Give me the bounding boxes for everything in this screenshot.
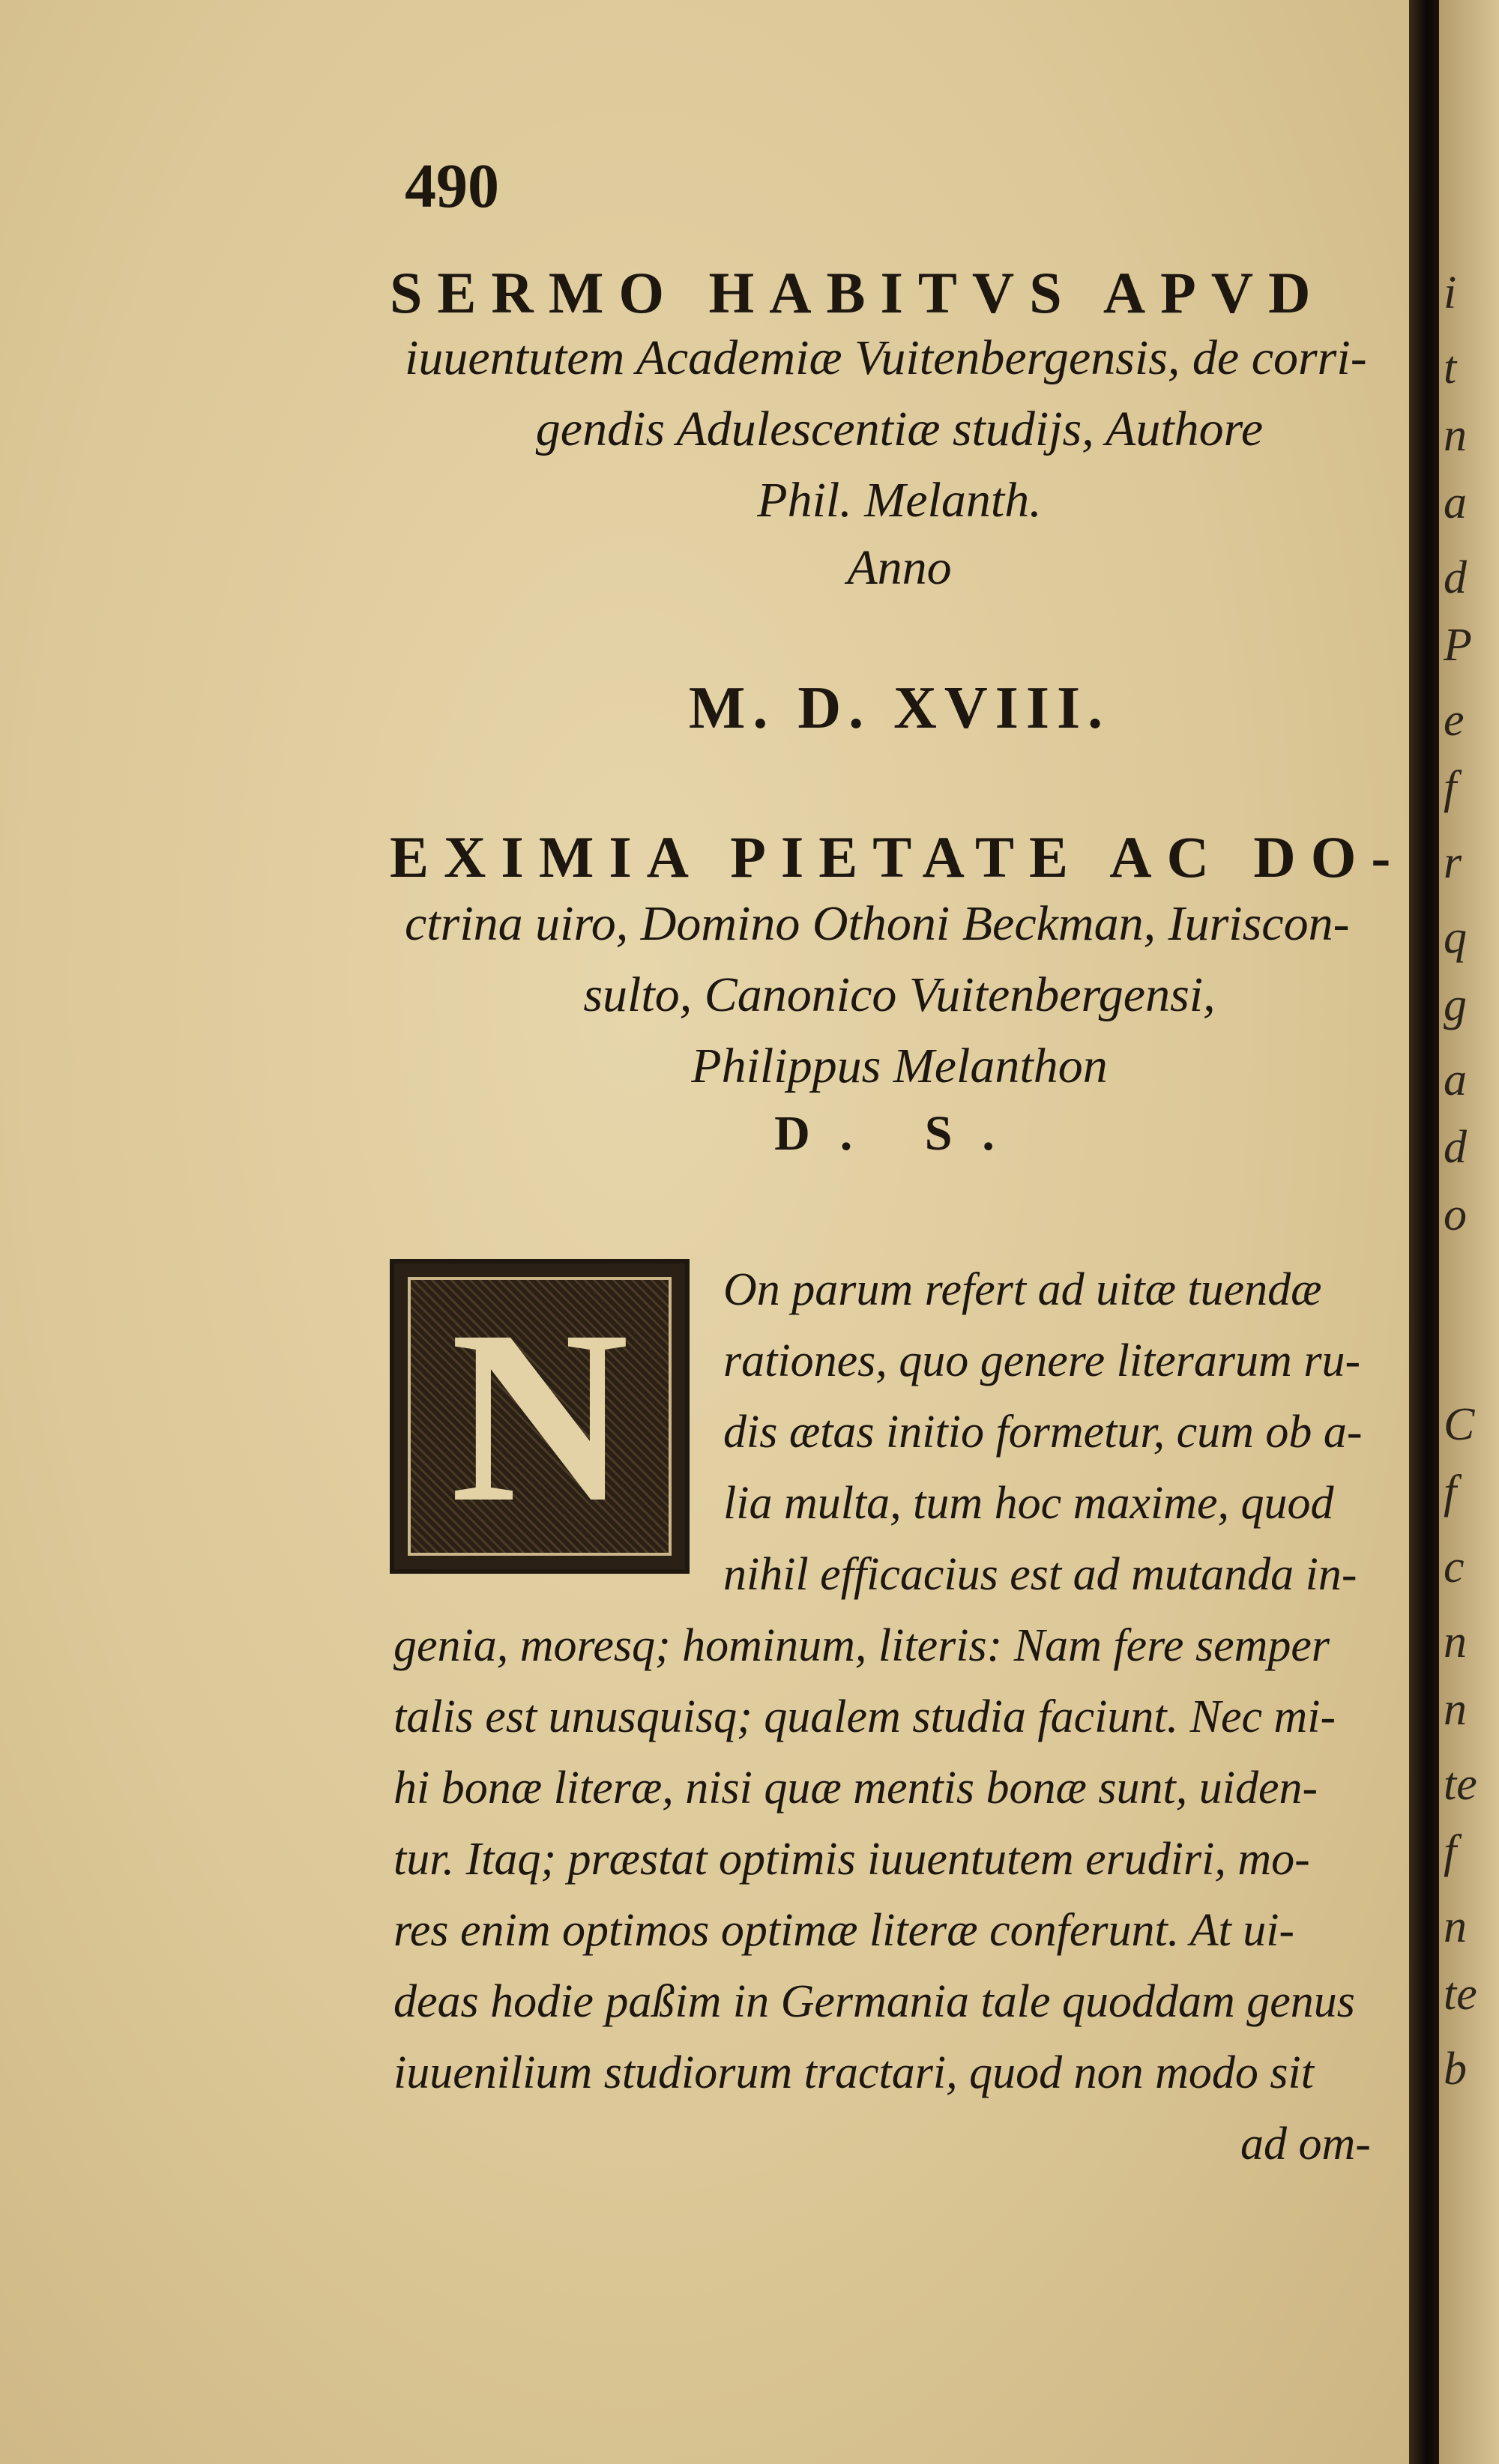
dedication-line-2: ctrina uiro, Domino Othoni Beckman, Iuriscon-: [405, 896, 1350, 951]
catchword: ad om-: [1240, 2119, 1371, 2169]
sermon-title-caps: SERMO HABITVS APVD: [390, 260, 1326, 325]
facing-fragment: n: [1444, 410, 1467, 461]
body-line-10: res enim optimos optimæ literæ conferunt. At ui-: [393, 1905, 1295, 1956]
facing-fragment: i: [1444, 268, 1457, 318]
body-line-4: lia multa, tum hoc maxime, quod: [723, 1478, 1334, 1529]
body-line-11: deas hodie paßim in Germania tale quoddam genus: [393, 1976, 1355, 2027]
page-number: 490: [405, 151, 499, 221]
facing-fragment: t: [1444, 342, 1457, 393]
facing-fragment: g: [1444, 979, 1467, 1030]
dedication-sender: Philippus Melanthon: [691, 1039, 1108, 1093]
facing-fragment: a: [1444, 1054, 1467, 1105]
body-line-8: hi bonæ literæ, nisi quæ mentis bonæ sunt, uiden-: [393, 1763, 1318, 1814]
sermon-year: M. D. XVIII.: [688, 675, 1111, 741]
facing-fragment: te: [1444, 1759, 1477, 1810]
sermon-anno: Anno: [847, 540, 952, 595]
facing-fragment: f: [1444, 762, 1457, 813]
sermon-title-line-2: iuuentutem Academiæ Vuitenbergensis, de corri-: [405, 330, 1367, 385]
facing-fragment: o: [1444, 1189, 1467, 1240]
facing-fragment: P: [1444, 620, 1472, 671]
facing-fragment: n: [1444, 1901, 1467, 1952]
decorated-initial: [390, 1259, 690, 1574]
dedication-line-3: sulto, Canonico Vuitenbergensi,: [583, 967, 1216, 1022]
facing-fragment: e: [1444, 695, 1465, 746]
facing-fragment: d: [1444, 1122, 1467, 1173]
facing-fragment: f: [1444, 1467, 1457, 1518]
body-line-6: genia, moresq; hominum, literis: Nam fere semper: [393, 1620, 1330, 1671]
dedication-caps: EXIMIA PIETATE AC DO-: [390, 824, 1406, 890]
facing-fragment: f: [1444, 1826, 1457, 1877]
facing-fragment: a: [1444, 477, 1467, 528]
sermon-title-line-3: gendis Adulescentiæ studijs, Authore: [535, 402, 1264, 456]
sermon-author: Phil. Melanth.: [757, 473, 1042, 528]
body-line-5: nihil efficacius est ad mutanda in-: [723, 1549, 1357, 1600]
facing-fragment: q: [1444, 912, 1467, 963]
facing-fragment: c: [1444, 1541, 1465, 1592]
facing-fragment: n: [1444, 1684, 1467, 1735]
initial-letter: N: [450, 1280, 630, 1553]
body-line-1: On parum refert ad uitæ tuendæ: [723, 1264, 1322, 1315]
book-gutter: [1409, 0, 1439, 2464]
dedication-salutation: D. S.: [774, 1106, 1025, 1161]
facing-fragment: r: [1444, 837, 1462, 888]
facing-fragment: te: [1444, 1969, 1477, 2020]
facing-fragment: C: [1444, 1399, 1475, 1450]
facing-fragment: b: [1444, 2044, 1467, 2095]
body-line-3: dis ætas initio formetur, cum ob a-: [723, 1407, 1363, 1458]
facing-fragment: n: [1444, 1616, 1467, 1667]
body-line-2: rationes, quo genere literarum ru-: [723, 1335, 1361, 1386]
body-line-12: iuuenilium studiorum tractari, quod non modo sit: [393, 2047, 1314, 2098]
facing-page-edge: [1439, 0, 1499, 2464]
body-line-9: tur. Itaq; præstat optimis iuuentutem erudiri, mo-: [393, 1834, 1310, 1885]
facing-fragment: d: [1444, 552, 1467, 603]
body-line-7: talis est unusquisq; qualem studia faciunt. Nec mi-: [393, 1691, 1336, 1742]
